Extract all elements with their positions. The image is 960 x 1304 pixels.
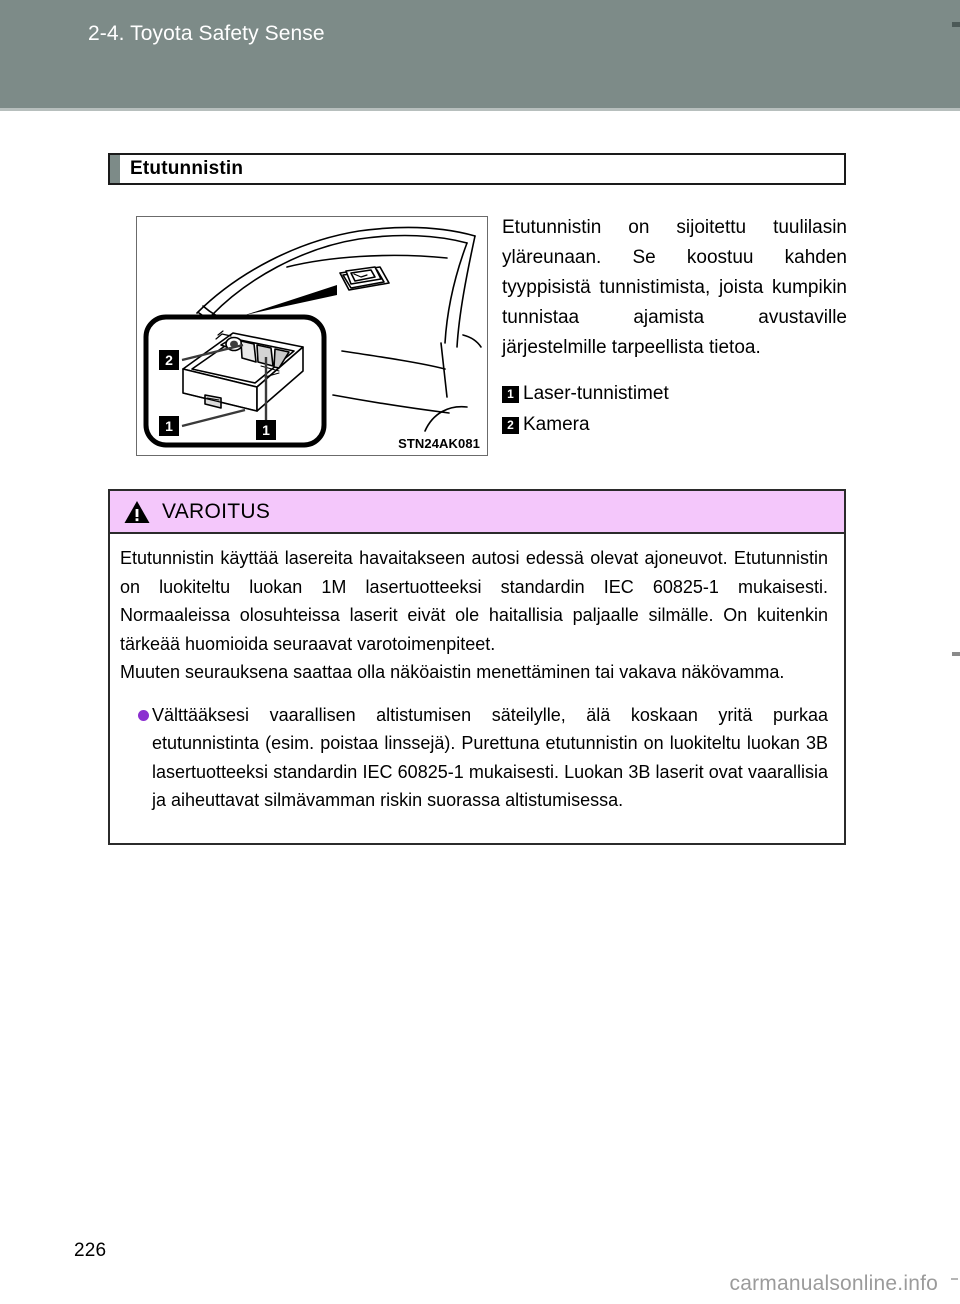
legend-item-2 [502, 410, 847, 440]
svg-text:1: 1 [262, 422, 270, 438]
warning-box-header [110, 491, 844, 534]
site-watermark: carmanualsonline.info [729, 1272, 938, 1295]
figure-callout-1-bottom [256, 420, 276, 440]
warning-bullet-text: Välttääksesi vaarallisen altistumisen säteilylle, älä koskaan yritä purkaa etutunnistinta (esim. poistaa linssejä). Purettuna etutunnistin on luokiteltu luokan 3B lasertuotteeksi standardin IEC 60825-1 mukaisesti. Luokan 3B laserit ovat vaarallisia ja aiheuttavat silmävamman riskin suorassa altistumisessa. [152, 704, 828, 810]
watermark-edge-tick [951, 1278, 958, 1280]
page-edge-tab-marker [952, 22, 960, 27]
section-title-accent-bar [110, 155, 120, 183]
page-number: 226 [74, 1240, 107, 1261]
legend-label: Kamera [523, 414, 590, 435]
section-title-bar [108, 153, 846, 185]
page-title: Etutunnistin [130, 158, 244, 179]
warning-paragraph-1: Etutunnistin käyttää lasereita havaitakseen autosi edessä olevat ajoneuvot. Etutunnistin on luokiteltu luokan 1M lasertuotteeksi standardin IEC 60825-1 mukaisesti. Normaaleissa olosuhteissa laserit eivät ole haitallisia paljaalle silmälle. On kuitenkin tärkeää huomioida seuraavat varotoimenpiteet. [120, 548, 828, 654]
warning-bullet-item [120, 701, 828, 815]
legend-number-badge: 1 [502, 386, 519, 403]
sensor-location-illustration [136, 216, 488, 456]
figure-legend-list [502, 379, 847, 440]
warning-paragraph-2: Muuten seurauksena saattaa olla näköaistin menettäminen tai vakava näkövamma. [120, 662, 785, 682]
figure-callout-1-left [159, 416, 179, 436]
legend-label: Laser-tunnistimet [523, 383, 669, 404]
svg-text:1: 1 [165, 418, 173, 434]
header-band-shadow [0, 108, 960, 111]
warning-box-body [110, 534, 844, 843]
warning-heading: VAROITUS [162, 499, 271, 523]
intro-paragraph: Etutunnistin on sijoitettu tuulilasin yläreunaan. Se koostuu kahden tyyppisistä tunnistimista, joista kumpikin tunnistaa ajamista avustaville järjestelmille tarpeellista tietoa. [502, 217, 847, 358]
front-sensor-diagram-svg [137, 217, 487, 455]
warning-bullet-list [120, 701, 828, 815]
legend-number-badge: 2 [502, 417, 519, 434]
page-edge-marker-mid [952, 652, 960, 656]
legend-item-1 [502, 379, 847, 409]
figure-code-label: STN24AK081 [398, 436, 480, 451]
page-header-band [0, 0, 960, 108]
svg-text:2: 2 [165, 352, 173, 368]
bullet-dot-icon [138, 710, 149, 721]
figure-callout-2 [159, 350, 179, 370]
intro-text-column [502, 213, 847, 441]
warning-box [108, 489, 846, 845]
warning-triangle-icon [124, 500, 150, 524]
chapter-breadcrumb: 2-4. Toyota Safety Sense [88, 22, 325, 45]
